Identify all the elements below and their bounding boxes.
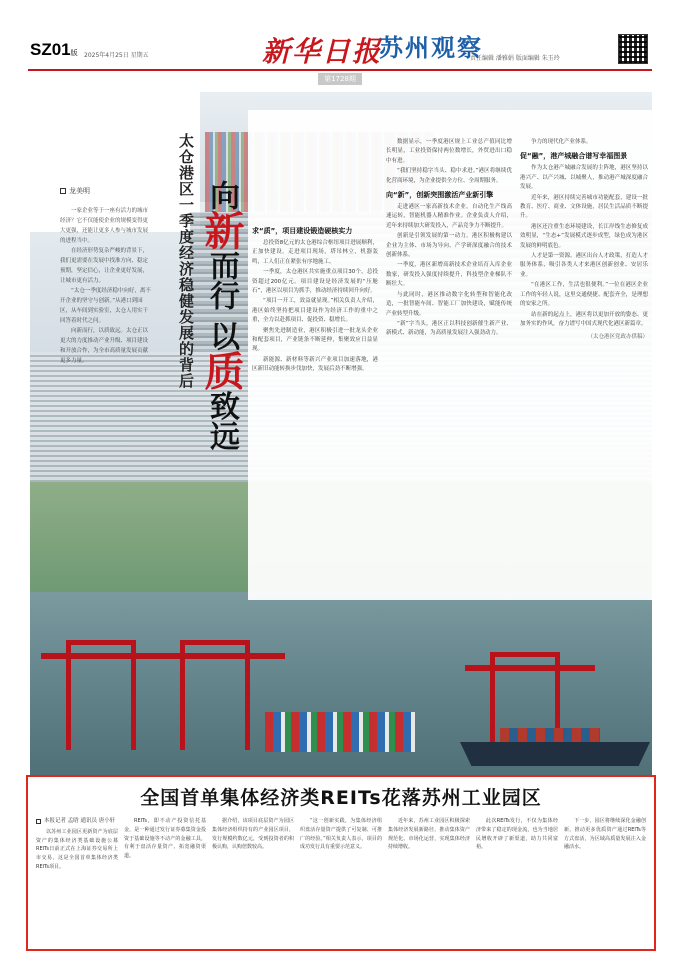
article-paragraph: “我们坚持稳字当头、稳中求进。”港区将继续优化营商环境，为企业提供全方位、全周期服务。 xyxy=(386,168,512,184)
cargo-ship xyxy=(460,742,650,766)
container-stack xyxy=(265,712,415,752)
article-paragraph: 聚焦先进制造业，港区积极引进一批龙头企业和配套项目，产业链条不断延伸，集聚效应日益显现。 xyxy=(252,327,378,353)
article-paragraph: 创新是引领发展的第一动力。港区积极构建以企业为主体、市场为导向、产学研深度融合的技术创新体系。 xyxy=(386,233,512,259)
article-column-1 xyxy=(252,222,378,376)
article-paragraph: 人才是第一资源。港区出台人才政策，打造人才服务体系，吸引各类人才来港区创新创业、安居乐业。 xyxy=(520,253,648,278)
article-subheadline: 太仓港区一季度经济稳健发展的背后 xyxy=(177,133,195,389)
issue-tag: 第1728期 xyxy=(318,73,362,85)
article-paragraph: “在港区工作，生活也很便利。”一位在港区企业工作的年轻人说，这里交通便捷、配套齐全，是理想的安家之所。 xyxy=(520,282,648,308)
masthead-divider xyxy=(28,69,652,71)
byline-marker-icon xyxy=(36,819,41,824)
reits-paragraph: 近年来，苏州工业园区积极探索集体经济发展新路径，推动集体资产规范化、市场化运营，实现集体经济持续增收。 xyxy=(388,818,470,851)
reits-paragraph: 以苏州工业园区更新资产为底层资产的集体经济类基础设施公募REITs日前正式在上海证券交易所上市交易，这是全国首单集体经济类REITs项目。 xyxy=(36,828,118,870)
article-paragraph: 总投资8亿元的太仓港综合枢纽项目进展顺利，正加快建设。走进项目现场，塔吊林立，机器轰鸣，工人们正在紧张有序地施工。 xyxy=(252,240,378,265)
commentary-sidebar xyxy=(60,186,152,796)
article-paragraph: “新”字当头，港区正以科技创新催生新产业、新模式、新动能，为高质量发展注入强劲动力。 xyxy=(386,320,512,337)
qr-code-icon xyxy=(618,34,648,64)
section-heading: 促“融”，港产城融合谱写幸福图景 xyxy=(520,152,628,161)
article-paragraph: “项目一开工，效益就显现。”相关负责人介绍，港区始终坚持把项目建设作为经济工作的重中之重，全力以赴抓项目、促投资、稳增长。 xyxy=(252,298,378,324)
commentary-paragraph: 一家企业等于一座有活力的城市经济？它不仅能使企业的规模变得更大更强，还能让更多人参与城市发展的进程当中。 xyxy=(60,208,149,244)
article-paragraph: 一季度，太仓港区共实施重点项目30个，总投资超过200亿元。项目建设是经济发展的“压舱石”，港区以项目为抓手，推动经济持续回升向好。 xyxy=(252,269,378,295)
reits-column xyxy=(36,817,118,872)
masthead xyxy=(0,0,680,83)
section-title: 苏州观察 xyxy=(379,34,483,62)
reits-column xyxy=(476,817,558,852)
reits-paragraph: 下一步，园区将继续深化金融创新，推动更多优质资产通过REITs等方式盘活，为区域高质量发展注入金融活水。 xyxy=(564,818,646,851)
commentary-author: 龙美明 xyxy=(60,186,152,196)
section-heading: 向“新”，创新突围激活产业新引擎 xyxy=(386,191,494,200)
commentary-paragraph: “太仓一季度经济稳中向好，离不开企业的坚守与创新。”从港口到园区，从车间到实验室，太仓人用实干回答着时代之问。 xyxy=(60,288,151,324)
main-article-body xyxy=(248,110,652,600)
reits-column xyxy=(212,817,294,852)
article-paragraph: 数据显示，一季度港区规上工业总产值同比增长明显，工业投资保持两位数增长，外贸进出口稳中有进。 xyxy=(386,139,512,164)
article-paragraph: 一季度，港区新增高新技术企业培育入库企业数家，研发投入强度持续提升，科技型企业梯队不断壮大。 xyxy=(386,262,512,288)
reits-headline: 全国首单集体经济类REITs花落苏州工业园区 xyxy=(140,787,542,809)
issue-date: 2025年4月25日 星期五 xyxy=(84,52,149,59)
ship-cargo xyxy=(500,728,600,744)
article-paragraph: 作为太仓港产城融合发展的主阵地，港区坚持以港兴产、以产兴城、以城聚人，推动港产城深度融合发展。 xyxy=(520,165,648,191)
reits-paragraph: 据介绍，该项目底层资产为园区集体经济组织持有的产业园区项目，发行规模约数亿元，受到投资者的积极认购，认购倍数较高。 xyxy=(212,818,294,851)
article-headline: 向新而行 以质致远 xyxy=(198,180,244,451)
author-marker-icon xyxy=(60,188,66,194)
gantry-crane xyxy=(180,640,250,750)
article-paragraph: 近年来，港区持续完善城市功能配套，建设一批教育、医疗、商业、文体设施，居民生活品质不断提升。 xyxy=(520,194,648,220)
article-column-2 xyxy=(386,138,512,340)
reits-byline: 本报记者 孟晗 通讯员 唐小轩 xyxy=(36,817,118,826)
article-paragraph: 争力的现代化产业体系。 xyxy=(531,139,592,145)
reits-column xyxy=(388,817,470,852)
commentary-paragraph: 在经济形势复杂严峻的背景下，我们更需要在发展中找准方向、稳定预期，坚定信心，让企业更好发展，让城市更有活力。 xyxy=(60,248,149,284)
edition-number: SZ01版 xyxy=(30,40,78,59)
article-credit: （太仓港区党政办供稿） xyxy=(587,334,648,341)
article-paragraph: 站在新的起点上，港区将以更加开放的姿态、更加务实的作风，奋力谱写中国式现代化港区新篇章。 xyxy=(520,311,648,327)
article-paragraph: 与此同时，港区推动数字化转型和智能化改造，一批智能车间、智能工厂加快建设，赋能传统产业转型升级。 xyxy=(386,291,512,317)
reits-article-body xyxy=(36,817,648,947)
editor-credits: 责任编辑 潘雅娟 版面编辑 朱玉玲 xyxy=(470,55,560,62)
reits-column xyxy=(124,817,206,861)
reits-paragraph: REITs，即不动产投资信托基金，是一种通过发行证券募集资金投资于基础设施等不动产的金融工具，有利于盘活存量资产、拓宽融资渠道。 xyxy=(124,818,206,860)
section-heading: 求“质”，项目建设锻造硬核实力 xyxy=(252,227,353,235)
article-paragraph: 走进港区一家高新技术企业，自动化生产线高速运转，智能机器人精准作业。企业负责人介绍，近年来持续加大研发投入，产品竞争力不断提升。 xyxy=(386,204,512,229)
article-column-3 xyxy=(520,138,648,343)
reits-column xyxy=(564,817,646,852)
reits-column xyxy=(300,817,382,852)
newspaper-logo: 新华日报 xyxy=(262,35,383,68)
reits-article-box xyxy=(26,775,656,951)
article-paragraph: 港区还注重生态环境建设，长江岸线生态修复成效明显，“生态+”发展模式逐步成型，绿色成为港区发展的鲜明底色。 xyxy=(520,223,648,249)
article-paragraph: 新能源、新材料等新兴产业项目加速落地，港区新旧动能转换步伐加快，发展后劲不断增强。 xyxy=(252,356,378,373)
commentary-paragraph: 向新而行，以质致远。太仓正以更大的力度推动产业升级、项目建设和开放合作，为全市高质量发展贡献更多力量。 xyxy=(60,328,149,364)
reits-paragraph: “这一创新实践，为集体经济组织盘活存量资产提供了可复制、可推广的经验。”相关负责人表示，项目的成功发行具有重要示范意义。 xyxy=(300,818,382,851)
reits-paragraph: 此次REITs发行，不仅为集体经济带来了稳定的现金流，也为当地居民增收开辟了新渠道，助力共同富裕。 xyxy=(476,818,558,851)
